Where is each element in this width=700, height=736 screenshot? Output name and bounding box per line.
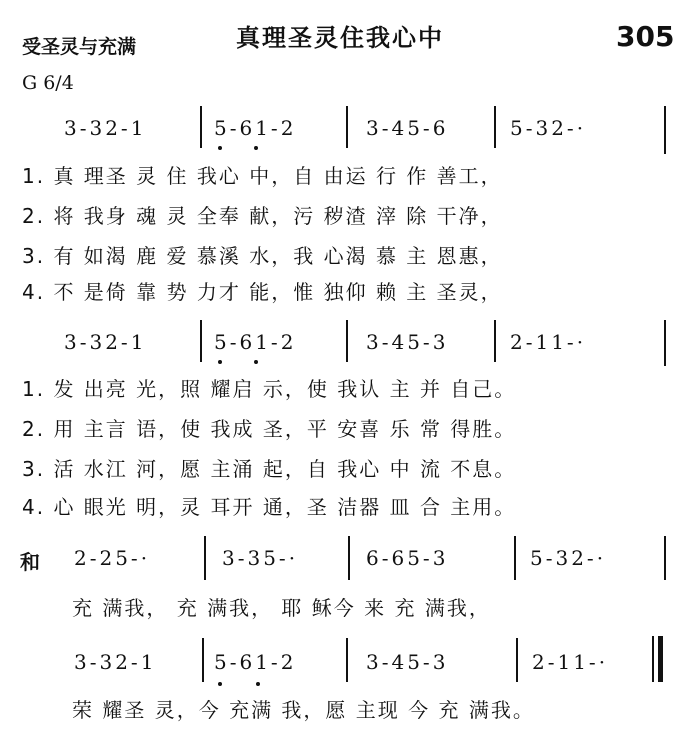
bar-line <box>514 536 516 580</box>
lyric-line: 3. 有 如渴 鹿 爱 慕溪 水，我 心渴 慕 主 恩惠， <box>22 244 503 268</box>
low-octave-dot <box>218 360 222 364</box>
final-bar-thin <box>652 636 654 682</box>
bar-line <box>494 320 496 362</box>
lyric-line: 1. 发 出亮 光，照 耀启 示，使 我认 主 并 自己。 <box>22 377 517 401</box>
bar-line <box>202 638 204 682</box>
chorus-measure-6: 5-61-2 <box>214 650 297 674</box>
chorus-lyric-line: 充 满我， 充 满我， 耶 稣今 来 充 满我， <box>72 596 491 620</box>
bar-line <box>664 106 666 154</box>
lyric-line: 4. 不 是倚 靠 势 力才 能，惟 独仰 赖 主 圣灵， <box>22 280 503 304</box>
chorus-measure-5: 3-32-1 <box>74 650 157 674</box>
measure-2-3: 3-45-3 <box>366 330 449 354</box>
measure-2-4: 2-11-· <box>510 330 587 354</box>
low-octave-dot <box>218 682 222 686</box>
bar-line <box>494 106 496 148</box>
low-octave-dot <box>256 682 260 686</box>
chorus-measure-4: 5-32-· <box>530 546 607 570</box>
bar-line <box>664 536 666 580</box>
lyric-line: 1. 真 理圣 灵 住 我心 中，自 由运 行 作 善工， <box>22 164 503 188</box>
measure-1-4: 5-32-· <box>510 116 587 140</box>
key-signature: G 6/4 <box>22 72 74 94</box>
bar-line <box>346 638 348 682</box>
measure-1-2: 5-61-2 <box>214 116 297 140</box>
bar-line <box>516 638 518 682</box>
measure-2-2: 5-61-2 <box>214 330 297 354</box>
chorus-label: 和 <box>20 550 40 574</box>
hymn-number: 305 <box>616 20 675 53</box>
bar-line <box>346 106 348 148</box>
lyric-line: 2. 用 主言 语，使 我成 圣，平 安喜 乐 常 得胜。 <box>22 417 517 441</box>
chorus-measure-8: 2-11-· <box>532 650 609 674</box>
lyric-line: 3. 活 水江 河，愿 主涌 起，自 我心 中 流 不息。 <box>22 457 517 481</box>
chorus-measure-7: 3-45-3 <box>366 650 449 674</box>
chorus-measure-2: 3-35-· <box>222 546 299 570</box>
chorus-measure-3: 6-65-3 <box>366 546 449 570</box>
chorus-measure-1: 2-25-· <box>74 546 151 570</box>
low-octave-dot <box>218 146 222 150</box>
chorus-lyric-line: 荣 耀圣 灵，今 充满 我，愿 主现 今 充 满我。 <box>72 698 535 722</box>
low-octave-dot <box>254 146 258 150</box>
category-label: 受圣灵与充满 <box>22 36 137 58</box>
bar-line <box>204 536 206 580</box>
bar-line <box>348 536 350 580</box>
measure-1-3: 3-45-6 <box>366 116 449 140</box>
bar-line <box>200 106 202 148</box>
measure-1-1: 3-32-1 <box>64 116 147 140</box>
bar-line <box>664 320 666 366</box>
measure-2-1: 3-32-1 <box>64 330 147 354</box>
bar-line <box>346 320 348 362</box>
lyric-line: 4. 心 眼光 明，灵 耳开 通，圣 洁器 皿 合 主用。 <box>22 495 517 519</box>
hymn-title: 真理圣灵住我心中 <box>236 24 444 52</box>
lyric-line: 2. 将 我身 魂 灵 全奉 献，污 秽渣 滓 除 干净， <box>22 204 503 228</box>
low-octave-dot <box>254 360 258 364</box>
bar-line <box>200 320 202 362</box>
final-bar-thick <box>658 636 663 682</box>
